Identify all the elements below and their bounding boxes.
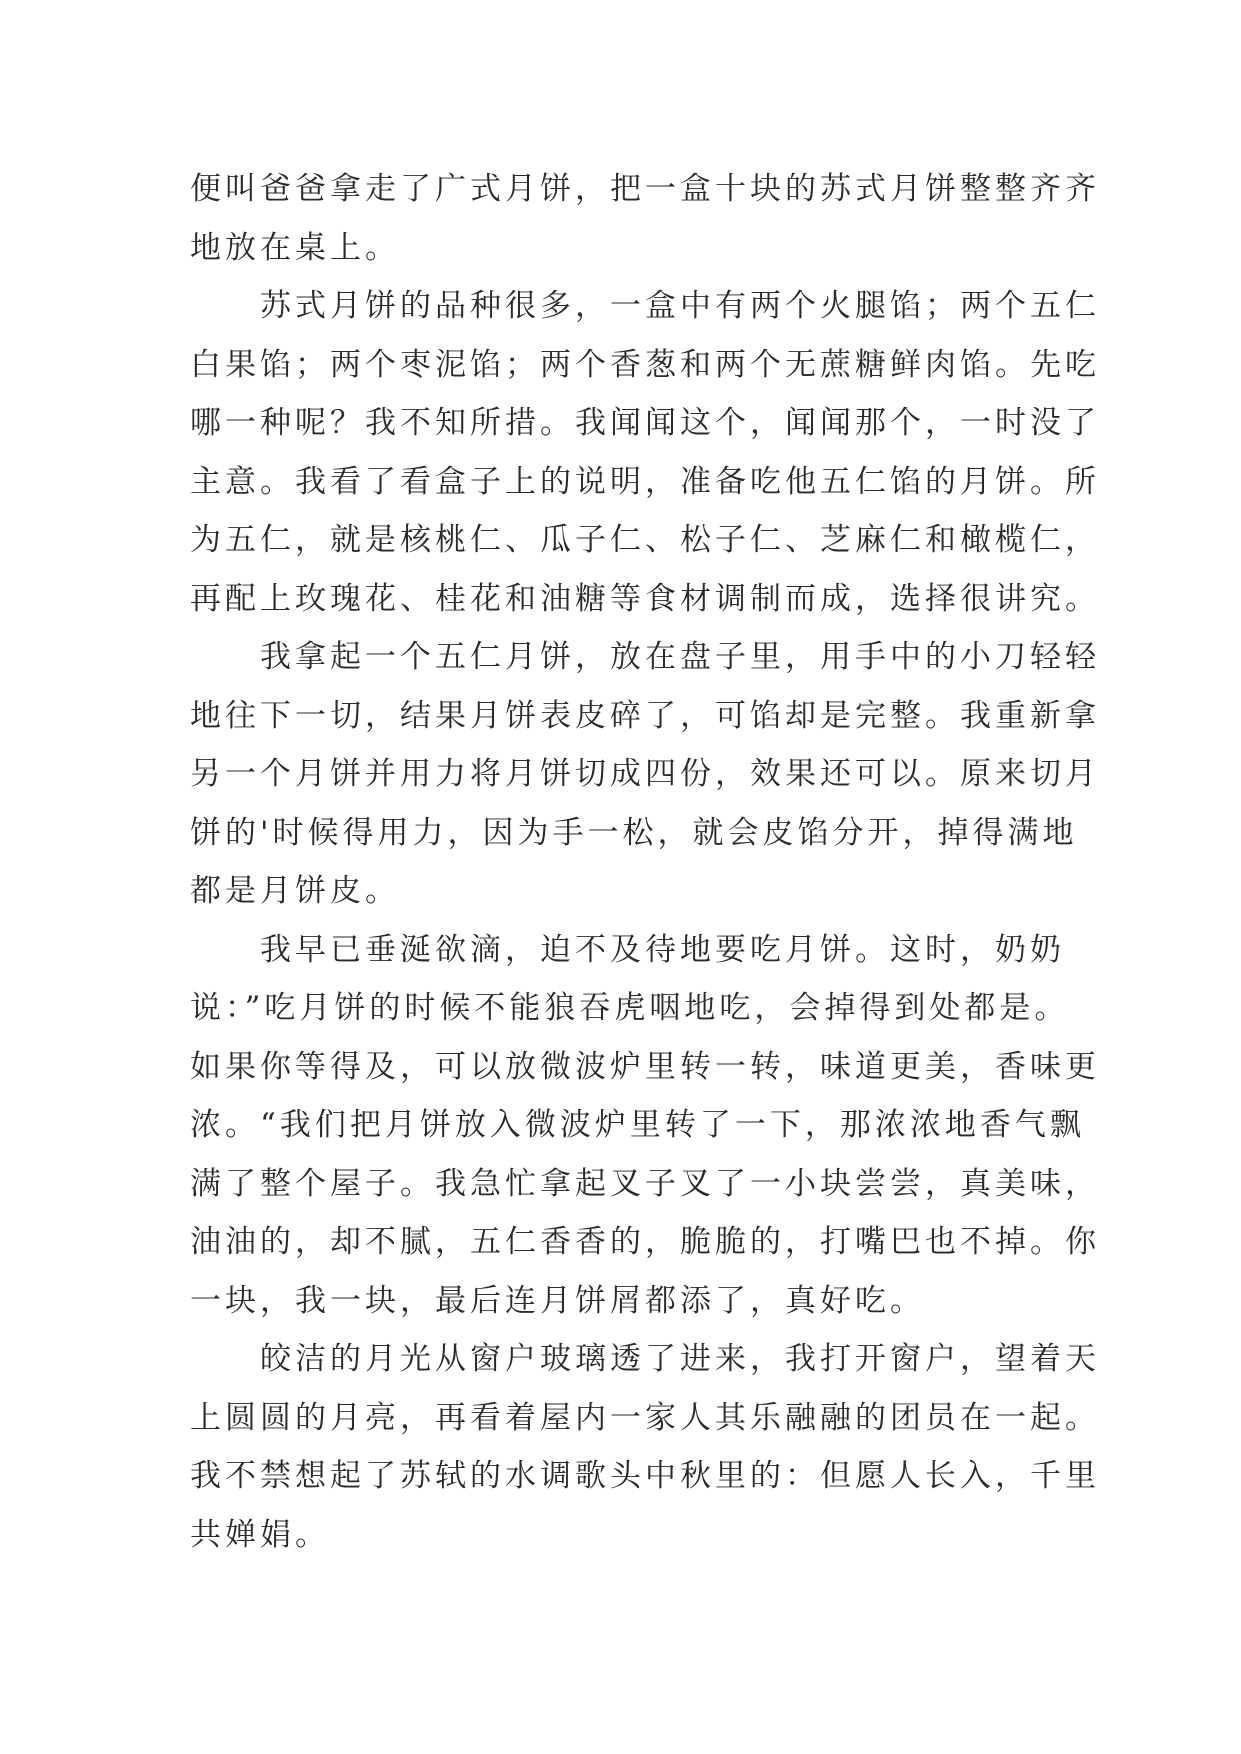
paragraph-first-line: 皎洁的月光从窗户玻璃透了进来，我打开窗户，望着天 — [260, 1341, 1100, 1377]
text-line: 为五仁，就是核桃仁、瓜子仁、松子仁、芝麻仁和橄榄仁， — [190, 522, 1100, 558]
paragraph-first-line: 我拿起一个五仁月饼，放在盘子里，用手中的小刀轻轻 — [260, 639, 1100, 675]
text-line: 满了整个屋子。我急忙拿起叉子叉了一小块尝尝，真美味， — [190, 1165, 1100, 1202]
text-line: 哪一种呢？我不知所措。我闻闻这个，闻闻那个，一时没了 — [190, 405, 1100, 441]
paragraph-first-line: 苏式月饼的品种很多，一盒中有两个火腿馅；两个五仁 — [260, 288, 1100, 324]
text-line: 我不禁想起了苏轼的水调歌头中秋里的：但愿人长入，千里 — [190, 1458, 1100, 1494]
text-line: 上圆圆的月亮，再看着屋内一家人其乐融融的团员在一起。 — [190, 1399, 1100, 1436]
text-line: 一块，我一块，最后连月饼屑都添了，真好吃。 — [190, 1282, 925, 1319]
text-line: 地往下一切，结果月饼表皮碎了，可馅却是完整。我重新拿 — [190, 697, 1100, 734]
text-line: 都是月饼皮。 — [190, 873, 400, 909]
text-line: 白果馅；两个枣泥馅；两个香葱和两个无蔗糖鲜肉馅。先吃 — [190, 346, 1100, 383]
paragraph-first-line: 我早已垂涎欲滴，迫不及待地要吃月饼。这时，奶奶 — [260, 931, 1065, 968]
text-line: 便叫爸爸拿走了广式月饼，把一盒十块的苏式月饼整整齐齐 — [190, 171, 1100, 207]
text-line: 共婵娟。 — [190, 1516, 330, 1553]
text-line: 再配上玫瑰花、桂花和油糖等食材调制而成，选择很讲究。 — [190, 580, 1100, 617]
text-line: 地放在桌上。 — [190, 229, 400, 266]
text-line: 饼的'时候得用力，因为手一松，就会皮馅分开，掉得满地 — [190, 814, 1078, 851]
text-line: 油油的，却不腻，五仁香香的，脆脆的，打嘴巴也不掉。你 — [190, 1224, 1100, 1260]
text-line: 另一个月饼并用力将月饼切成四份，效果还可以。原来切月 — [190, 756, 1100, 792]
text-line: 浓。“我们把月饼放入微波炉里转了一下，那浓浓地香气飘 — [190, 1107, 1085, 1143]
essay-body — [190, 160, 1100, 1564]
text-line: 如果你等得及，可以放微波炉里转一转，味道更美，香味更 — [190, 1048, 1100, 1085]
text-line: 说：”吃月饼的时候不能狼吞虎咽地吃，会掉得到处都是。 — [190, 990, 1070, 1026]
text-line: 主意。我看了看盒子上的说明，准备吃他五仁馅的月饼。所 — [190, 463, 1100, 500]
